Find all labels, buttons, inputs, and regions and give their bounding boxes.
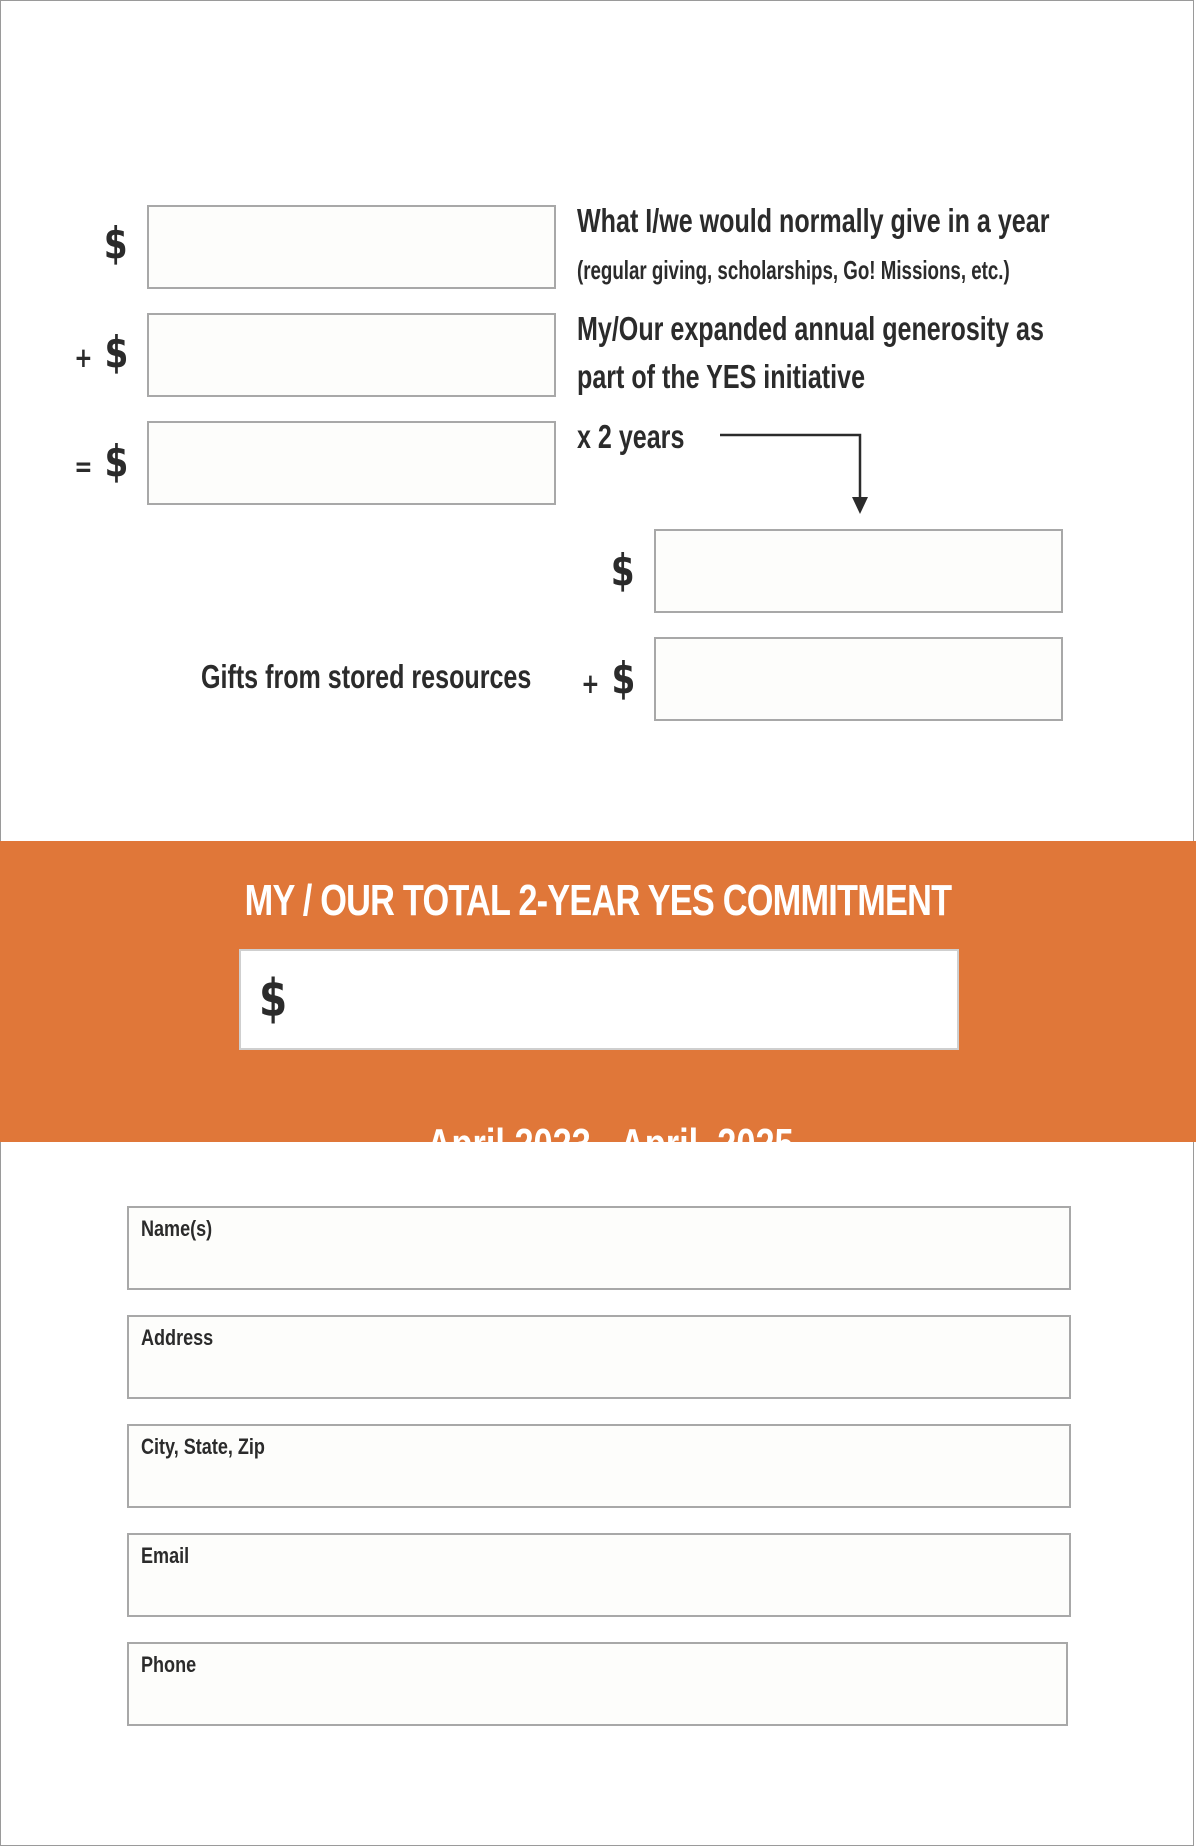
multiplier-label: x 2 years (577, 418, 685, 455)
city-state-zip-field-label: City, State, Zip (141, 1434, 265, 1459)
currency-symbol: $ (259, 969, 288, 1029)
currency-symbol: $ (611, 653, 635, 704)
expanded-giving-label-line1: My/Our expanded annual generosity as (577, 310, 1044, 347)
plus-sign: + (73, 341, 93, 374)
email-field-label: Email (141, 1543, 190, 1568)
email-field[interactable] (127, 1533, 1071, 1617)
commitment-title: MY / OUR TOTAL 2-YEAR YES COMMITMENT (244, 876, 952, 925)
expanded-giving-label-line2: part of the YES initiative (577, 358, 866, 395)
names-field-label: Name(s) (141, 1216, 213, 1241)
city-state-zip-field[interactable] (127, 1424, 1071, 1508)
currency-symbol: $ (104, 327, 128, 378)
two-year-subtotal-dollar (611, 545, 635, 596)
annual-total-dollar (73, 436, 128, 487)
phone-field-label: Phone (141, 1652, 197, 1677)
equals-sign: = (73, 450, 93, 483)
total-commitment-field[interactable] (239, 949, 959, 1050)
currency-symbol: $ (611, 545, 635, 596)
currency-symbol: $ (104, 218, 128, 269)
address-field-label: Address (141, 1325, 214, 1350)
expanded-giving-dollar (73, 327, 128, 378)
currency-symbol: $ (104, 436, 128, 487)
address-field[interactable] (127, 1315, 1071, 1399)
stored-resources-label: Gifts from stored resources (201, 658, 532, 695)
normal-giving-sublabel: (regular giving, scholarships, Go! Missions, etc.) (577, 255, 1010, 285)
commitment-dates: April 2023 - April 2025 (426, 1120, 794, 1169)
expanded-giving-amount-field[interactable] (147, 313, 556, 397)
phone-field[interactable] (127, 1642, 1068, 1726)
plus-sign: + (580, 667, 600, 700)
normal-giving-label: What I/we would normally give in a year (577, 202, 1050, 239)
annual-total-amount-field[interactable] (147, 421, 556, 505)
normal-giving-amount-field[interactable] (147, 205, 556, 289)
names-field[interactable] (127, 1206, 1071, 1290)
two-year-subtotal-field[interactable] (654, 529, 1063, 613)
stored-resources-amount-field[interactable] (654, 637, 1063, 721)
stored-resources-dollar (580, 653, 635, 704)
total-commitment-dollar (259, 969, 288, 1029)
normal-giving-dollar (104, 218, 128, 269)
